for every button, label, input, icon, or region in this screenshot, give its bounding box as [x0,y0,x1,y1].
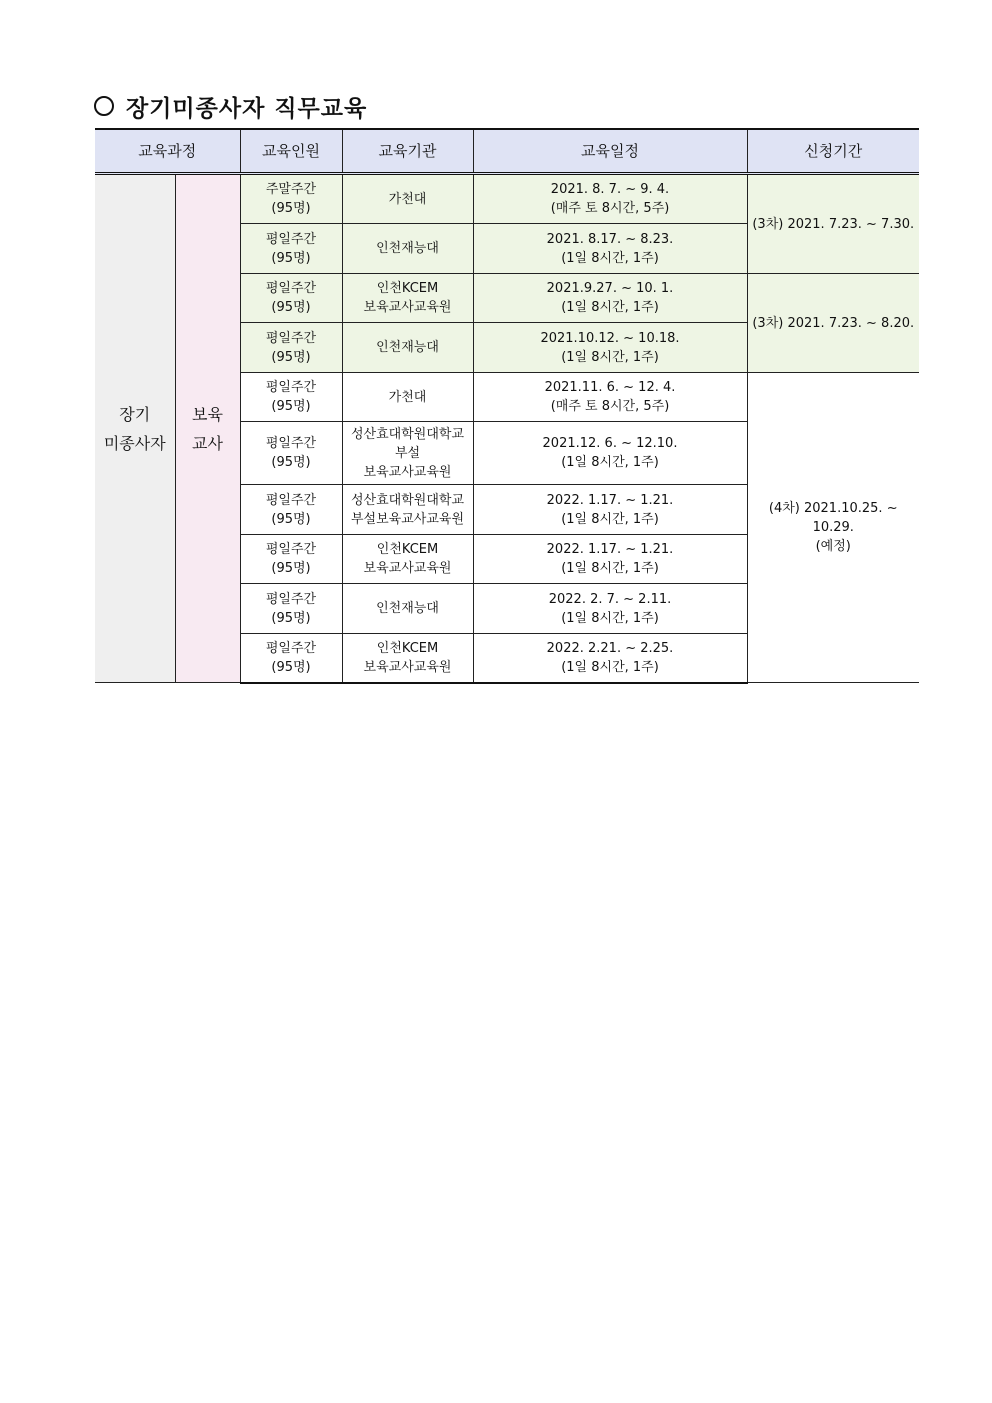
people-cell: 평일주간 (95명) [240,485,342,535]
people-cell: 주말주간 (95명) [240,174,342,224]
institution-cell: 인천재능대 [342,224,473,274]
people-cell: 평일주간 (95명) [240,634,342,683]
header-people: 교육인원 [240,129,342,174]
institution-cell: 가천대 [342,174,473,224]
subcategory-cell: 보육 교사 [175,174,240,683]
header-application: 신청기간 [747,129,919,174]
header-institution: 교육기관 [342,129,473,174]
people-cell: 평일주간 (95명) [240,422,342,485]
people-cell: 평일주간 (95명) [240,584,342,634]
people-cell: 평일주간 (95명) [240,535,342,584]
schedule-cell: 2021.12. 6. ~ 12.10. (1일 8시간, 1주) [473,422,747,485]
people-cell: 평일주간 (95명) [240,274,342,323]
schedule-cell: 2021.11. 6. ~ 12. 4. (매주 토 8시간, 5주) [473,373,747,422]
application-period-cell: (3차) 2021. 7.23. ~ 8.20. [747,274,919,373]
header-course: 교육과정 [95,129,240,174]
people-cell: 평일주간 (95명) [240,373,342,422]
schedule-cell: 2022. 1.17. ~ 1.21. (1일 8시간, 1주) [473,485,747,535]
institution-cell: 성산효대학원대학교 부설보육교사교육원 [342,485,473,535]
institution-cell: 인천재능대 [342,323,473,373]
schedule-cell: 2021. 8. 7. ~ 9. 4. (매주 토 8시간, 5주) [473,174,747,224]
institution-cell: 성산효대학원대학교 부설 보육교사교육원 [342,422,473,485]
institution-cell: 인천KCEM 보육교사교육원 [342,535,473,584]
institution-cell: 인천재능대 [342,584,473,634]
schedule-cell: 2022. 2.21. ~ 2.25. (1일 8시간, 1주) [473,634,747,683]
schedule-table [95,128,919,684]
category-cell: 장기 미종사자 [95,174,175,683]
header-schedule: 교육일정 [473,129,747,174]
schedule-cell: 2022. 1.17. ~ 1.21. (1일 8시간, 1주) [473,535,747,584]
application-period-cell: (4차) 2021.10.25. ~ 10.29. (예정) [747,373,919,683]
schedule-cell: 2021.9.27. ~ 10. 1. (1일 8시간, 1주) [473,274,747,323]
schedule-cell: 2021.10.12. ~ 10.18. (1일 8시간, 1주) [473,323,747,373]
header-row [95,129,919,174]
institution-cell: 인천KCEM 보육교사교육원 [342,274,473,323]
schedule-cell: 2021. 8.17. ~ 8.23. (1일 8시간, 1주) [473,224,747,274]
application-period-cell: (3차) 2021. 7.23. ~ 7.30. [747,174,919,274]
institution-cell: 인천KCEM 보육교사교육원 [342,634,473,683]
people-cell: 평일주간 (95명) [240,323,342,373]
schedule-cell: 2022. 2. 7. ~ 2.11. (1일 8시간, 1주) [473,584,747,634]
table-row [95,174,919,224]
document-title [94,88,367,124]
title-text: 장기미종사자 직무교육 [126,95,368,122]
circle-bullet-icon [94,96,114,116]
institution-cell: 가천대 [342,373,473,422]
people-cell: 평일주간 (95명) [240,224,342,274]
